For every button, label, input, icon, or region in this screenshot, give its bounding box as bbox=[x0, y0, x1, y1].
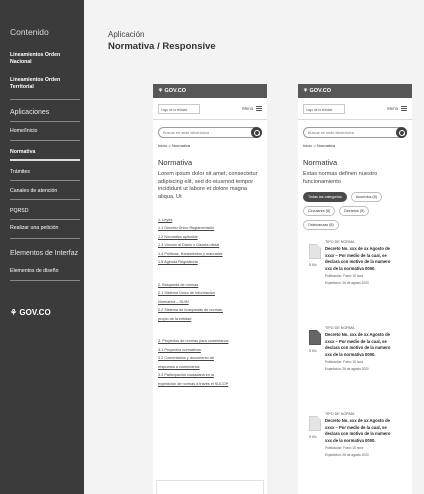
toc-link[interactable]: propio de la entidad bbox=[158, 316, 192, 321]
toc-list bbox=[158, 216, 262, 389]
toc-link[interactable]: 1.3 Vínculo al Diario o Gaceta oficial bbox=[158, 243, 220, 248]
filter-chips bbox=[303, 192, 407, 230]
sidebar-item-elementos-diseno[interactable]: Elementos de diseño bbox=[10, 268, 59, 274]
toc-link[interactable]: 2.1 Sistema Único de Información bbox=[158, 291, 215, 296]
divider bbox=[10, 180, 80, 181]
sidebar bbox=[0, 0, 84, 494]
search-placeholder: Buscar en sede electrónica bbox=[308, 131, 354, 135]
govco-logo: ⚘ GOV.CO bbox=[10, 308, 51, 317]
result-type: TIPO DE NORMA bbox=[325, 412, 355, 417]
lead-paragraph: Lorem ipsum dolor sit amet, consectetur adipiscing elit, sed do eiusmod tempor incididunt ut labore et dolore magna aliqua. Ut bbox=[158, 171, 258, 201]
toc-link[interactable]: respuesta a comentarios bbox=[158, 364, 200, 369]
toc-link[interactable]: 2. Búsqueda de normas bbox=[158, 282, 199, 287]
sidebar-section-interfaz: Elementos de Interfaz bbox=[10, 250, 79, 257]
divider bbox=[10, 219, 80, 220]
govco-mark-icon: ⚘ bbox=[303, 88, 308, 94]
sidebar-item-canales[interactable]: Canales de atención bbox=[10, 188, 58, 194]
chip-acuerdos[interactable]: Acuerdos (8) bbox=[351, 192, 382, 202]
search-input[interactable] bbox=[303, 127, 407, 138]
sidebar-item-home[interactable]: Home/Inicio bbox=[10, 128, 38, 134]
menu-label[interactable]: Menú bbox=[387, 106, 398, 111]
search-icon[interactable] bbox=[251, 127, 262, 138]
toc-link[interactable]: 3.1 Proyectos normativos bbox=[158, 347, 201, 352]
file-size: 5 Kb bbox=[309, 263, 317, 268]
hamburger-icon[interactable] bbox=[256, 106, 262, 111]
card-edge bbox=[156, 480, 264, 494]
divider bbox=[10, 121, 80, 122]
toc-link[interactable]: 3. Proyectos de normas para comentarios bbox=[158, 339, 229, 344]
divider bbox=[10, 199, 80, 200]
govco-mark-icon: ⚘ bbox=[158, 88, 163, 94]
sidebar-active-indicator bbox=[10, 159, 80, 161]
govco-brand[interactable]: GOV.CO bbox=[309, 88, 331, 94]
entity-logo[interactable]: Logo de la entidad bbox=[158, 104, 200, 114]
divider bbox=[10, 140, 80, 141]
toc-link[interactable]: 1. Leyes bbox=[158, 217, 173, 222]
entity-header bbox=[298, 98, 412, 120]
lead-paragraph: Estas normas definen nuestro funcionamiento bbox=[303, 171, 378, 185]
toc-link[interactable]: 3.3 Participación ciudadana en la bbox=[158, 373, 214, 378]
pdf-file-icon bbox=[309, 330, 321, 345]
result-title[interactable]: Decreto No. xxx de xx Agosto de xxxx – Por medio de la cual, se declara con motivo de la numero xxx de la normativa 0000. bbox=[325, 332, 391, 357]
result-item[interactable] bbox=[303, 412, 407, 488]
govco-topbar bbox=[298, 84, 412, 98]
entity-logo[interactable]: Logo de la entidad bbox=[303, 104, 345, 114]
chip-circulares[interactable]: Circulares (8) bbox=[303, 206, 335, 216]
toc-link[interactable]: Normativa – SUIN bbox=[158, 299, 189, 304]
result-publication: Publicación: Fuero 15 hora bbox=[325, 274, 364, 279]
search-placeholder: Buscar en sede electrónica bbox=[163, 131, 209, 135]
result-item[interactable] bbox=[303, 240, 407, 316]
result-expedition: Expedición: 26 de agosto 2020 bbox=[325, 281, 369, 286]
govco-brand[interactable]: GOV.CO bbox=[164, 88, 186, 94]
sidebar-item-normativa[interactable]: Normativa bbox=[10, 149, 36, 155]
sidebar-item-pqrsd[interactable]: PQRSD bbox=[10, 208, 29, 214]
sidebar-section-aplicaciones: Aplicaciones bbox=[10, 109, 50, 116]
govco-mark-icon: ⚘ bbox=[10, 308, 18, 317]
result-publication: Publicación: Fuero 15 hora bbox=[325, 446, 364, 451]
sidebar-title: Contenido bbox=[10, 27, 49, 37]
toc-link[interactable]: 2.2 Sistema de búsquedas de normas, bbox=[158, 308, 224, 313]
toc-link[interactable]: 1.5 Agenda Regulatoria bbox=[158, 260, 198, 265]
file-size: 5 Kb bbox=[309, 435, 317, 440]
result-expedition: Expedición: 26 de agosto 2020 bbox=[325, 453, 369, 458]
sidebar-item-orden-territorial[interactable]: Lineamientos Orden Territorial bbox=[10, 77, 61, 90]
result-type: TIPO DE NORMA bbox=[325, 326, 355, 331]
toc-link[interactable]: 1.1 Decreto Único Reglamentario bbox=[158, 226, 215, 231]
result-expedition: Expedición: 26 de agosto 2020 bbox=[325, 367, 369, 372]
phone-mockup-right bbox=[298, 84, 412, 494]
result-item[interactable] bbox=[303, 326, 407, 402]
sidebar-item-peticion[interactable]: Realizar una petición bbox=[10, 225, 59, 231]
sidebar-item-orden-nacional[interactable]: Lineamientos Orden Nacional bbox=[10, 52, 61, 65]
chip-ordenanzas[interactable]: Ordenanzas (8) bbox=[303, 220, 339, 230]
breadcrumb[interactable]: Inicio > Normativa bbox=[158, 143, 191, 148]
hamburger-icon[interactable] bbox=[401, 106, 407, 111]
menu-label[interactable]: Menú bbox=[242, 106, 253, 111]
chip-decretos[interactable]: Decretos (5) bbox=[339, 206, 369, 216]
result-type: TIPO DE NORMA bbox=[325, 240, 355, 245]
toc-link[interactable]: expedición de normas a través el SUCOP bbox=[158, 381, 229, 386]
file-icon bbox=[309, 244, 321, 259]
chip-todas[interactable]: Todas las categorías bbox=[303, 192, 347, 202]
toc-link[interactable]: 1.4 Políticas, lineamientos y manuales bbox=[158, 251, 223, 256]
result-title[interactable]: Decreto No. xxx de xx Agosto de xxxx – Por medio de la cual, se declara con motivo de la numero xxx de la normativa 0000. bbox=[325, 418, 391, 443]
govco-topbar bbox=[153, 84, 267, 98]
page-kicker: Aplicación bbox=[108, 30, 145, 39]
breadcrumb[interactable]: Inicio > Normativa bbox=[303, 143, 336, 148]
search-input[interactable] bbox=[158, 127, 262, 138]
section-title: Normativa bbox=[303, 158, 338, 167]
file-icon bbox=[309, 416, 321, 431]
divider bbox=[10, 238, 80, 239]
result-title[interactable]: Decreto No. xxx de xx Agosto de xxxx – Por medio de la cual, se declara con motivo de la numero xxx de la normativa 0000. bbox=[325, 246, 391, 271]
page-title: Normativa / Responsive bbox=[108, 41, 216, 52]
toc-link[interactable]: 3.2 Comentarios y documento de bbox=[158, 356, 214, 361]
file-size: 5 Kb bbox=[309, 349, 317, 354]
divider bbox=[10, 280, 80, 281]
search-icon[interactable] bbox=[396, 127, 407, 138]
divider bbox=[10, 99, 80, 100]
phone-mockup-left bbox=[153, 84, 267, 494]
toc-link[interactable]: 1.2 Normativa aplicable bbox=[158, 234, 198, 239]
entity-header bbox=[153, 98, 267, 120]
sidebar-item-tramites[interactable]: Trámites bbox=[10, 169, 30, 175]
section-title: Normativa bbox=[158, 158, 193, 167]
result-publication: Publicación: Fuero 15 hora bbox=[325, 360, 364, 365]
